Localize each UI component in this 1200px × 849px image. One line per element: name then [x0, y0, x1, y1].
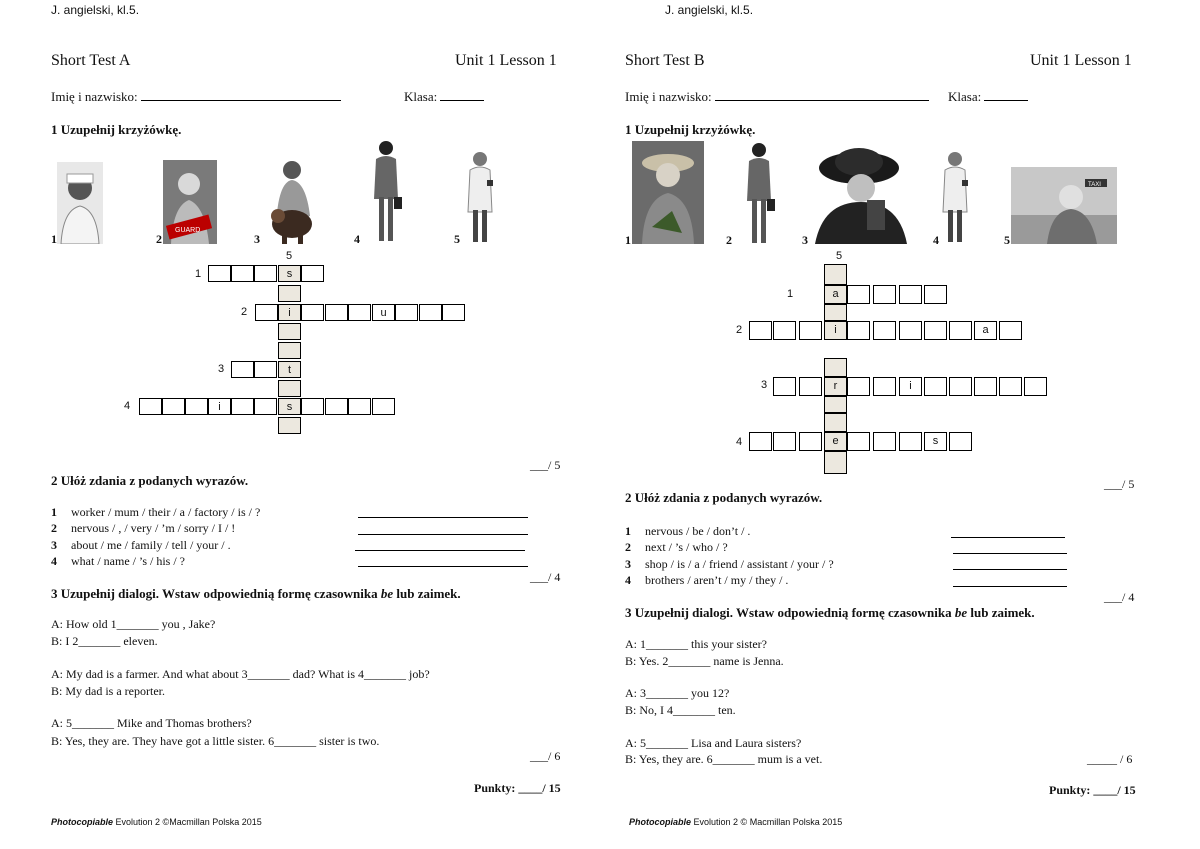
crossword-cell[interactable]: i — [824, 321, 847, 340]
crossword-cell[interactable] — [999, 377, 1022, 396]
crossword-cell[interactable] — [873, 321, 896, 340]
crossword-row-number: 3 — [218, 363, 225, 375]
crossword-row-number: 3 — [761, 379, 768, 391]
crossword-cell[interactable] — [899, 285, 922, 304]
crossword-cell[interactable] — [301, 398, 324, 415]
crossword-cell[interactable] — [924, 285, 947, 304]
crossword-cell[interactable] — [847, 285, 870, 304]
lifeguard-photo-icon — [163, 160, 217, 244]
photo-number: 4 — [933, 233, 939, 247]
photo-number: 3 — [802, 233, 808, 247]
task2-item: 1 worker / mum / their / a / factory / is / ? — [51, 505, 261, 519]
test-title: Short Test A — [51, 52, 131, 69]
class-field-row — [948, 88, 1028, 105]
crossword-cell[interactable] — [278, 417, 301, 434]
answer-line[interactable] — [358, 534, 528, 535]
crossword-cell[interactable] — [924, 377, 947, 396]
crossword-cell[interactable] — [301, 304, 324, 321]
crossword-cell[interactable]: s — [278, 265, 301, 282]
scientist-photo-icon — [940, 150, 970, 244]
short-test-a — [0, 0, 560, 849]
answer-line[interactable] — [953, 569, 1067, 570]
unit-title: Unit 1 Lesson 1 — [1030, 52, 1132, 69]
task1-title: 1 Uzupełnij krzyżówkę. — [625, 122, 756, 137]
task1-score: ___/ 5 — [1104, 477, 1135, 491]
name-label: Imię i nazwisko: — [625, 89, 712, 104]
crossword-cell[interactable] — [348, 304, 371, 321]
crossword-cell[interactable] — [254, 265, 277, 282]
crossword-cell[interactable] — [254, 361, 277, 378]
dialogue-line: A: How old 1_______ you , Jake? — [51, 617, 216, 631]
name-input-line[interactable] — [715, 88, 929, 101]
crossword-cell[interactable] — [278, 380, 301, 397]
crossword-cell[interactable] — [873, 285, 896, 304]
photo-number: 5 — [454, 232, 460, 246]
crossword-cell[interactable]: r — [824, 377, 847, 396]
crossword-cell[interactable] — [924, 321, 947, 340]
crossword-cell[interactable] — [278, 323, 301, 340]
crossword-cell[interactable] — [949, 377, 972, 396]
task2-title: 2 Ułóż zdania z podanych wyrazów. — [625, 490, 823, 505]
task2-item: 3 about / me / family / tell / your / . — [51, 538, 231, 552]
dialogue-line: A: 1_______ this your sister? — [625, 637, 767, 651]
crossword-cell[interactable] — [799, 432, 822, 451]
task3-score: _____ / 6 — [1087, 752, 1133, 766]
name-field-row — [51, 88, 341, 105]
crossword-cell[interactable] — [847, 432, 870, 451]
crossword-cell[interactable]: t — [278, 361, 301, 378]
crossword-cell[interactable]: i — [278, 304, 301, 321]
dialogue-line: B: My dad is a reporter. — [51, 684, 165, 698]
photo-number: 2 — [726, 233, 732, 247]
crossword-cell[interactable] — [185, 398, 208, 415]
answer-line[interactable] — [953, 586, 1067, 587]
nurse-photo-icon — [57, 162, 103, 244]
crossword-cell[interactable] — [773, 377, 796, 396]
class-input-line[interactable] — [984, 88, 1028, 101]
task2-item: 2 next / ’s / who / ? — [625, 540, 728, 554]
footer: Photocopiable Evolution 2 © Macmillan Polska 2015 — [629, 817, 843, 827]
photo-number: 4 — [354, 232, 360, 246]
dialogue-line: B: No, I 4_______ ten. — [625, 703, 736, 717]
header-note: J. angielski, kl.5. — [665, 3, 754, 17]
dialogue-line: A: 5_______ Lisa and Laura sisters? — [625, 736, 802, 750]
task3-title: 3 Uzupełnij dialogi. Wstaw odpowiednią formę czasownika be lub zaimek. — [51, 586, 461, 601]
answer-line[interactable] — [358, 566, 528, 567]
crossword-cell[interactable] — [231, 398, 254, 415]
crossword-cell[interactable] — [419, 304, 442, 321]
photo-number: 3 — [254, 232, 260, 246]
crossword-cell[interactable] — [773, 432, 796, 451]
crossword-cell[interactable] — [162, 398, 185, 415]
photo-number: 2 — [156, 232, 162, 246]
task1-title: 1 Uzupełnij krzyżówkę. — [51, 122, 182, 137]
class-input-line[interactable] — [440, 88, 484, 101]
answer-line[interactable] — [358, 517, 528, 518]
crossword-cell[interactable] — [873, 432, 896, 451]
name-label: Imię i nazwisko: — [51, 89, 138, 104]
crossword-cell[interactable]: e — [824, 432, 847, 451]
crossword-cell[interactable] — [824, 451, 847, 474]
photo-number: 1 — [625, 233, 631, 247]
crossword-row-number: 4 — [736, 436, 743, 448]
task2-item: 2 nervous / , / very / ’m / sorry / I / ! — [51, 521, 236, 535]
dialogue-line: A: My dad is a farmer. And what about 3_______ dad? What is 4_______ job? — [51, 667, 430, 681]
crossword-cell[interactable] — [749, 321, 772, 340]
name-input-line[interactable] — [141, 88, 341, 101]
crossword-cell[interactable] — [254, 398, 277, 415]
task2-item: 1 nervous / be / don’t / . — [625, 524, 751, 538]
task2-item: 3 shop / is / a / friend / assistant / your / ? — [625, 557, 834, 571]
svg-text:GUARD: GUARD — [175, 227, 201, 234]
crossword-cell[interactable] — [773, 321, 796, 340]
crossword-row-number: 1 — [195, 268, 202, 280]
dialogue-line: B: Yes. 2_______ name is Jenna. — [625, 654, 784, 668]
crossword-cell[interactable] — [1024, 377, 1047, 396]
crossword-cell[interactable] — [749, 432, 772, 451]
dialogue-line: B: Yes, they are. They have got a little sister. 6_______ sister is two. — [51, 734, 380, 748]
answer-line[interactable] — [355, 550, 525, 551]
crossword-cell[interactable] — [372, 398, 395, 415]
crossword-cell[interactable] — [255, 304, 278, 321]
crossword-cell[interactable] — [873, 377, 896, 396]
crossword-row-number: 1 — [787, 288, 794, 300]
crossword-cell[interactable] — [348, 398, 371, 415]
crossword-cell[interactable] — [301, 265, 324, 282]
crossword-cell[interactable]: a — [824, 285, 847, 304]
crossword-row-number: 2 — [241, 306, 248, 318]
crossword-cell[interactable] — [824, 413, 847, 432]
footer: Photocopiable Evolution 2 ©Macmillan Polska 2015 — [51, 817, 262, 827]
businessman-photo-icon — [370, 139, 402, 243]
crossword-row-number: 2 — [736, 324, 743, 336]
crossword-cell[interactable]: s — [278, 398, 301, 415]
crossword-row-number: 4 — [124, 400, 131, 412]
header-note: J. angielski, kl.5. — [51, 3, 140, 17]
crossword-cell[interactable] — [824, 358, 847, 377]
crossword-cell[interactable] — [899, 432, 922, 451]
crossword-cell[interactable] — [824, 304, 847, 321]
crossword-cell[interactable] — [139, 398, 162, 415]
crossword-cell[interactable] — [278, 342, 301, 359]
crossword-cell[interactable] — [208, 265, 231, 282]
dialogue-line: B: Yes, they are. 6_______ mum is a vet. — [625, 752, 823, 766]
crossword-cell[interactable] — [231, 361, 254, 378]
name-field-row — [625, 88, 929, 105]
crossword-cell[interactable] — [824, 396, 847, 413]
class-label: Klasa: — [948, 89, 982, 104]
crossword-key-number: 5 — [286, 250, 293, 262]
task2-item: 4 what / name / ’s / his / ? — [51, 554, 185, 568]
crossword-cell[interactable] — [325, 398, 348, 415]
crossword-cell[interactable] — [278, 285, 301, 302]
task2-score: ___/ 4 — [530, 570, 561, 584]
task2-score: ___/ 4 — [1104, 590, 1135, 604]
crossword-cell[interactable] — [231, 265, 254, 282]
crossword-cell[interactable] — [325, 304, 348, 321]
crossword-key-number: 5 — [836, 250, 843, 262]
unit-title: Unit 1 Lesson 1 — [455, 52, 557, 69]
dialogue-line: A: 5_______ Mike and Thomas brothers? — [51, 716, 252, 730]
crossword-cell[interactable] — [949, 432, 972, 451]
crossword-cell[interactable] — [847, 321, 870, 340]
crossword-cell[interactable] — [395, 304, 418, 321]
crossword-cell[interactable] — [999, 321, 1022, 340]
crossword-cell[interactable]: a — [974, 321, 997, 340]
vet-with-dog-photo-icon — [262, 156, 322, 244]
test-title: Short Test B — [625, 52, 705, 69]
scientist-photo-icon — [465, 150, 495, 244]
crossword-cell[interactable]: i — [208, 398, 231, 415]
farmer-photo-icon — [632, 141, 704, 244]
photo-number: 5 — [1004, 233, 1010, 247]
crossword-cell[interactable] — [949, 321, 972, 340]
crossword-cell[interactable]: s — [924, 432, 947, 451]
svg-text:TAXI: TAXI — [1088, 182, 1101, 188]
task3-score: ___/ 6 — [530, 749, 561, 763]
crossword-cell[interactable] — [442, 304, 465, 321]
crossword-cell[interactable]: i — [899, 377, 922, 396]
short-test-b — [610, 0, 1170, 849]
businessman-photo-icon — [743, 141, 775, 245]
crossword-cell[interactable] — [899, 321, 922, 340]
answer-line[interactable] — [951, 537, 1065, 538]
task3-title: 3 Uzupełnij dialogi. Wstaw odpowiednią formę czasownika be lub zaimek. — [625, 605, 1035, 620]
task2-title: 2 Ułóż zdania z podanych wyrazów. — [51, 473, 249, 488]
task1-score: ___/ 5 — [530, 458, 561, 472]
photo-number: 1 — [51, 232, 57, 246]
crossword-cell[interactable]: u — [372, 304, 395, 321]
crossword-cell[interactable] — [824, 264, 847, 285]
taxi-driver-photo-icon — [1011, 167, 1117, 244]
total-score: Punkty: ____/ 15 — [1049, 783, 1136, 797]
crossword-cell[interactable] — [974, 377, 997, 396]
crossword-cell[interactable] — [847, 377, 870, 396]
total-score: Punkty: ____/ 15 — [474, 781, 561, 795]
crossword-cell[interactable] — [799, 321, 822, 340]
class-field-row — [404, 88, 484, 105]
answer-line[interactable] — [953, 553, 1067, 554]
dialogue-line: A: 3_______ you 12? — [625, 686, 730, 700]
dialogue-line: B: I 2_______ eleven. — [51, 634, 158, 648]
firefighter-photo-icon — [807, 142, 915, 244]
crossword-cell[interactable] — [799, 377, 822, 396]
task2-item: 4 brothers / aren’t / my / they / . — [625, 573, 789, 587]
class-label: Klasa: — [404, 89, 438, 104]
